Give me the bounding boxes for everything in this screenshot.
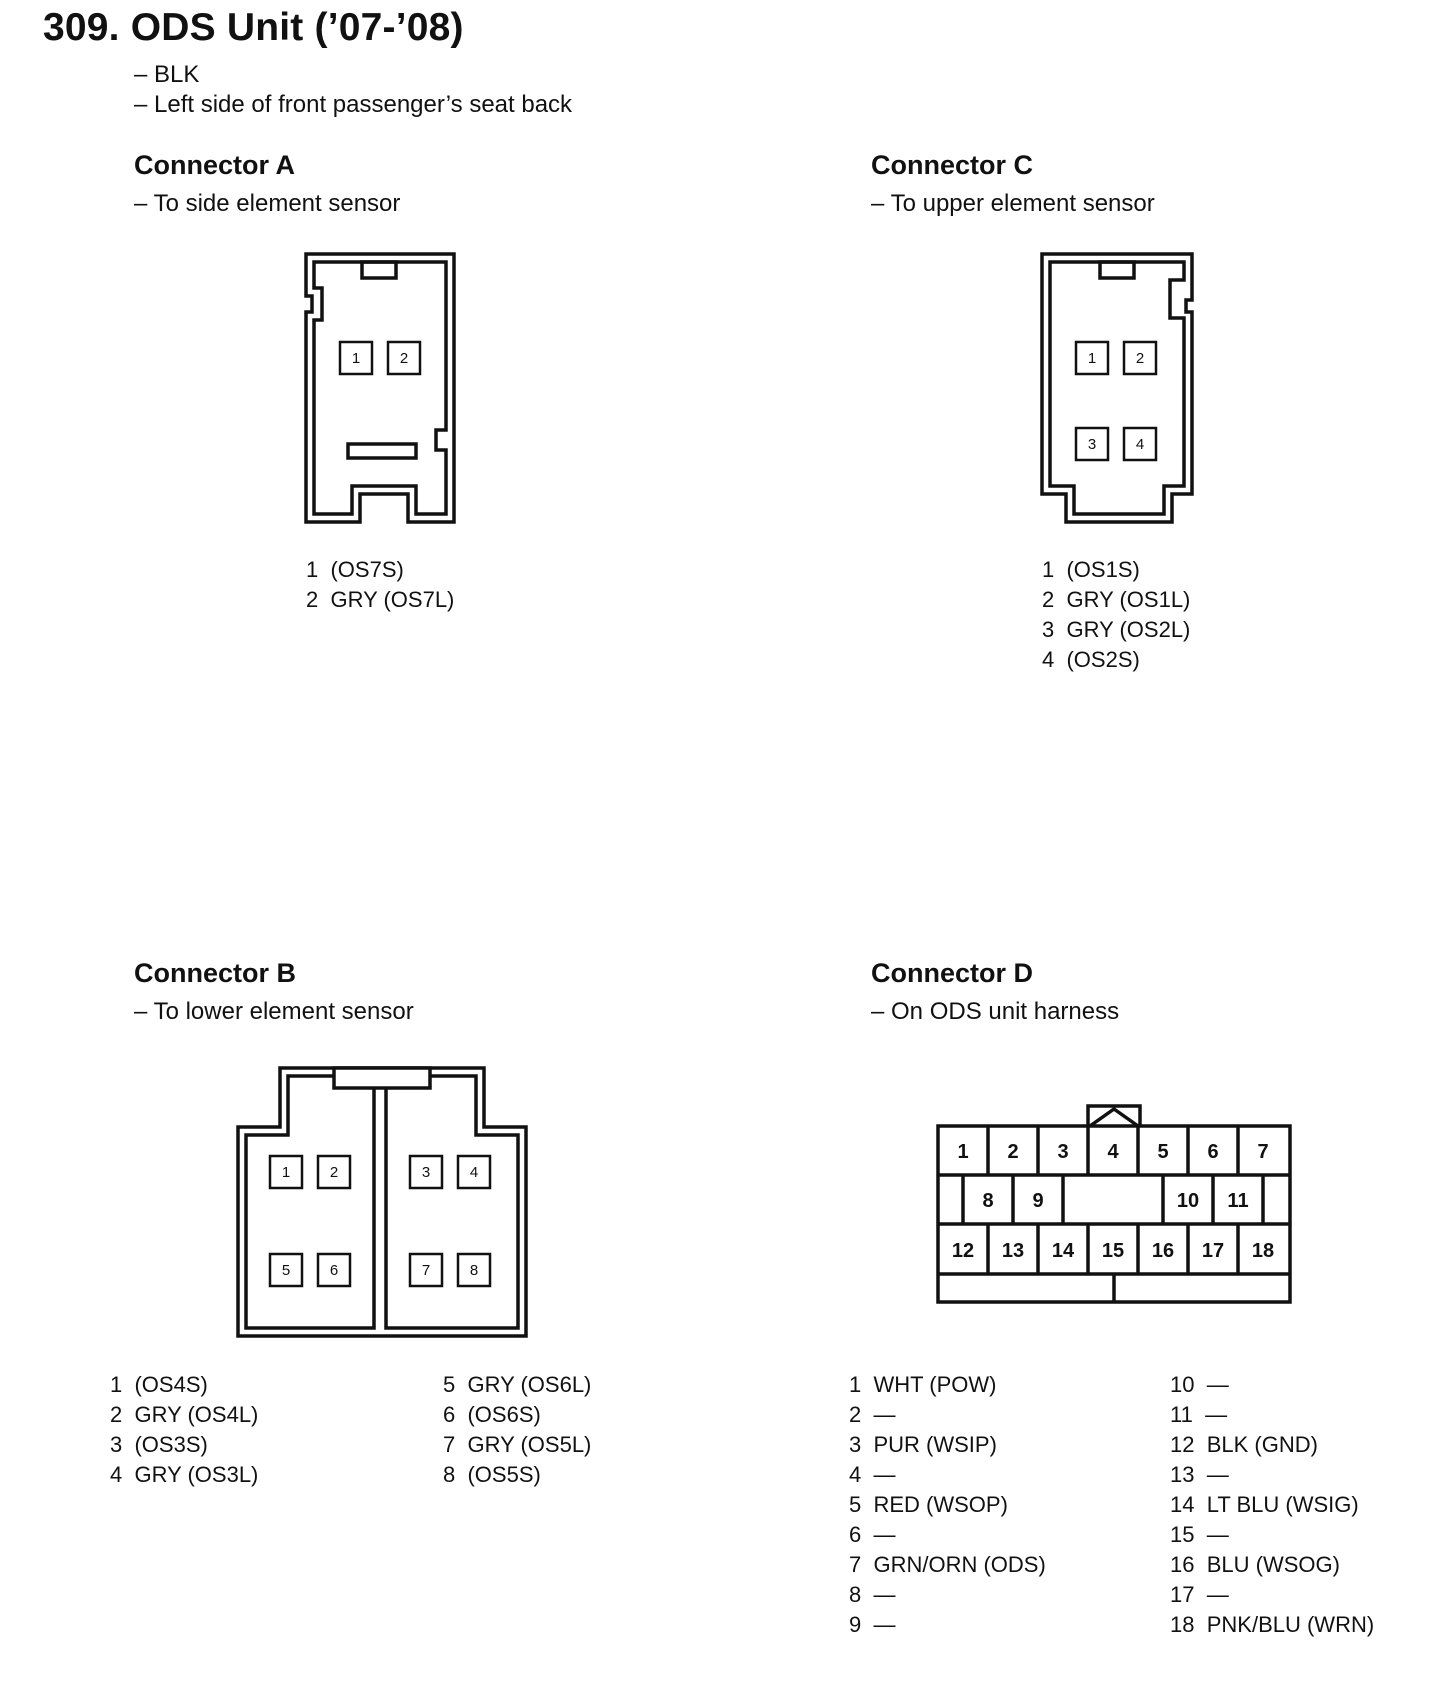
list-item: 12 BLK (GND) <box>1170 1432 1318 1457</box>
list-item: 4 — <box>849 1462 896 1487</box>
connector-a-pin-list <box>306 555 454 615</box>
connector-d-cavity-17: 17 <box>1201 1240 1225 1262</box>
connector-b-pin-list-1 <box>110 1370 258 1490</box>
connector-b-housing-inner-right <box>386 1076 518 1328</box>
cavity-label: 3 <box>1087 436 1097 453</box>
list-item: 8 (OS5S) <box>443 1462 541 1487</box>
list-item: 3 GRY (OS2L) <box>1042 617 1191 642</box>
connector-d-cavity-4: 4 <box>1107 1141 1119 1163</box>
connector-c-pin-list <box>1042 555 1190 675</box>
connector-a-cavity-1 <box>340 342 372 374</box>
connector-a-key-slot <box>348 444 416 458</box>
connector-c-title: Connector C <box>871 150 1033 180</box>
list-item: 11 — <box>1170 1402 1228 1427</box>
connector-c-cavity-4 <box>1124 428 1156 460</box>
list-item: 9 — <box>849 1612 896 1637</box>
list-item: 4 (OS2S) <box>1042 647 1140 672</box>
connector-d-cavity-14: 14 <box>1051 1240 1075 1262</box>
connector-b-housing-outer <box>238 1068 526 1336</box>
connector-c-housing-inner <box>1050 262 1184 514</box>
connector-b-diagram <box>234 1064 530 1352</box>
cavity-label: 8 <box>469 1262 479 1279</box>
list-item: 18 PNK/BLU (WRN) <box>1170 1612 1375 1637</box>
connector-c-description: – To upper element sensor <box>871 190 1155 217</box>
unit-color: – BLK <box>134 61 200 88</box>
cavity-label: 6 <box>329 1262 339 1279</box>
list-item: 5 RED (WSOP) <box>849 1492 1008 1517</box>
list-item: 2 GRY (OS1L) <box>1042 587 1191 612</box>
connector-d-cavity-1: 1 <box>957 1141 969 1163</box>
list-item: 2 — <box>849 1402 896 1427</box>
list-item: 7 GRN/ORN (ODS) <box>849 1552 1046 1577</box>
connector-c-diagram <box>1036 248 1198 528</box>
list-item: 2 GRY (OS4L) <box>110 1402 259 1427</box>
cavity-label: 7 <box>421 1262 431 1279</box>
cavity-label: 1 <box>281 1164 291 1181</box>
connector-d-cavity-3: 3 <box>1057 1141 1069 1163</box>
connector-a-diagram <box>300 248 462 528</box>
connector-d-diagram <box>934 1100 1296 1306</box>
list-item: 3 PUR (WSIP) <box>849 1432 997 1457</box>
connector-d-cavity-12: 12 <box>951 1240 975 1262</box>
list-item: 3 (OS3S) <box>110 1432 208 1457</box>
connector-c-cavity-1 <box>1076 342 1108 374</box>
connector-c-latch-tab <box>1100 262 1134 278</box>
connector-b-cavity-2 <box>318 1156 350 1188</box>
connector-b-cavity-1 <box>270 1156 302 1188</box>
connector-b-pin-list-2 <box>443 1370 591 1490</box>
connector-d-cavity-10: 10 <box>1176 1190 1200 1212</box>
cavity-label: 3 <box>421 1164 431 1181</box>
list-item: 14 LT BLU (WSIG) <box>1170 1492 1359 1517</box>
connector-d-cavity-5: 5 <box>1157 1141 1169 1163</box>
connector-b-cavity-5 <box>270 1254 302 1286</box>
connector-a-housing-inner <box>314 262 446 514</box>
list-item: 1 (OS1S) <box>1042 557 1140 582</box>
connector-d-cavity-8: 8 <box>982 1190 994 1212</box>
list-item: 15 — <box>1170 1522 1229 1547</box>
connector-b-cavity-7 <box>410 1254 442 1286</box>
connector-d-cavity-7: 7 <box>1257 1141 1269 1163</box>
connector-b-cavity-3 <box>410 1156 442 1188</box>
list-item: 1 (OS7S) <box>306 557 404 582</box>
connector-b-cavity-4 <box>458 1156 490 1188</box>
connector-d-latch-arrow <box>1090 1109 1138 1126</box>
list-item: 17 — <box>1170 1582 1229 1607</box>
cavity-label: 2 <box>1135 350 1145 367</box>
cavity-label: 1 <box>351 350 361 367</box>
list-item: 6 — <box>849 1522 896 1547</box>
connector-d-pin-list-2 <box>1170 1370 1374 1640</box>
connector-d-cavity-18: 18 <box>1251 1240 1275 1262</box>
cavity-label: 5 <box>281 1262 291 1279</box>
connector-b-cavity-6 <box>318 1254 350 1286</box>
list-item: 8 — <box>849 1582 896 1607</box>
list-item: 13 — <box>1170 1462 1229 1487</box>
cavity-label: 2 <box>399 350 409 367</box>
connector-b-description: – To lower element sensor <box>134 998 414 1025</box>
list-item: 1 WHT (POW) <box>849 1372 997 1397</box>
connector-a-latch-tab <box>362 262 396 278</box>
connector-c-cavity-3 <box>1076 428 1108 460</box>
list-item: 7 GRY (OS5L) <box>443 1432 592 1457</box>
list-item: 4 GRY (OS3L) <box>110 1462 259 1487</box>
connector-b-cavity-8 <box>458 1254 490 1286</box>
connector-a-housing-outer <box>306 254 454 522</box>
connector-d-cavity-11: 11 <box>1227 1190 1249 1212</box>
unit-location: – Left side of front passenger’s seat back <box>134 91 573 118</box>
connector-d-cavity-9: 9 <box>1032 1190 1044 1212</box>
list-item: 6 (OS6S) <box>443 1402 541 1427</box>
cavity-label: 4 <box>1135 436 1145 453</box>
connector-b-housing-inner-left <box>246 1076 374 1328</box>
connector-b-title: Connector B <box>134 958 296 988</box>
cavity-label: 2 <box>329 1164 339 1181</box>
connector-d-cavity-16: 16 <box>1151 1240 1175 1262</box>
connector-d-cavity-2: 2 <box>1007 1141 1019 1163</box>
connector-d-cavity-15: 15 <box>1101 1240 1125 1262</box>
connector-d-cavity-13: 13 <box>1001 1240 1025 1262</box>
connector-d-pin-list-1 <box>849 1370 1046 1640</box>
cavity-label: 1 <box>1087 350 1097 367</box>
connector-a-title: Connector A <box>134 150 295 180</box>
page-title: 309. ODS Unit (’07-’08) <box>43 6 464 49</box>
connector-a-cavity-2 <box>388 342 420 374</box>
list-item: 16 BLU (WSOG) <box>1170 1552 1340 1577</box>
list-item: 5 GRY (OS6L) <box>443 1372 592 1397</box>
connector-b-latch-tab <box>334 1068 430 1088</box>
connector-d-cavity-6: 6 <box>1207 1141 1219 1163</box>
cavity-label: 4 <box>469 1164 479 1181</box>
list-item: 2 GRY (OS7L) <box>306 587 455 612</box>
connector-c-cavity-2 <box>1124 342 1156 374</box>
connector-d-description: – On ODS unit harness <box>871 998 1120 1025</box>
list-item: 1 (OS4S) <box>110 1372 208 1397</box>
list-item: 10 — <box>1170 1372 1229 1397</box>
connector-d-title: Connector D <box>871 958 1033 988</box>
connector-a-description: – To side element sensor <box>134 190 401 217</box>
